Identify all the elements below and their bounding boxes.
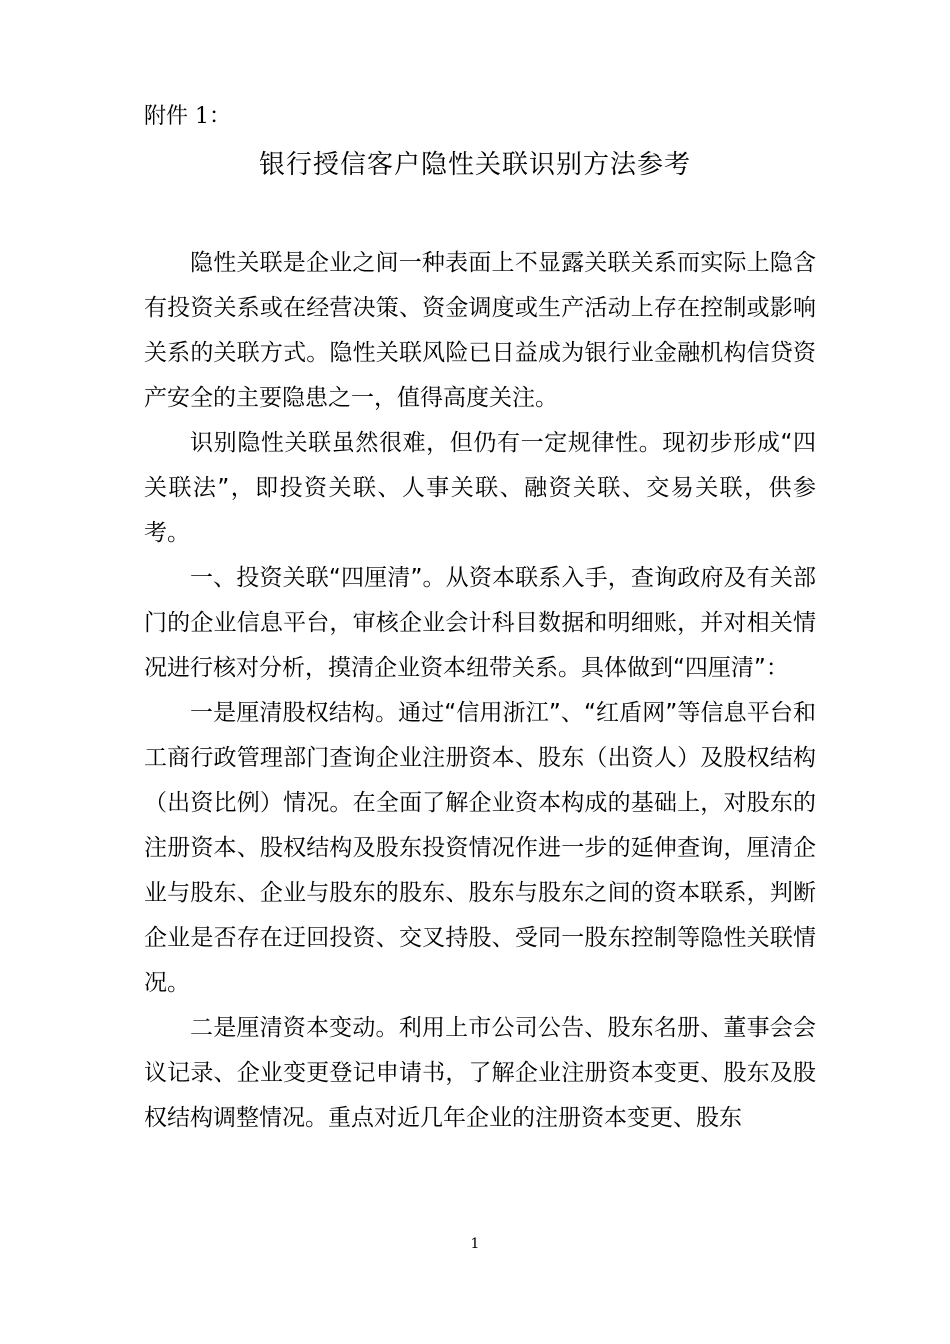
paragraph-equity-structure: 一是厘清股权结构。通过“信用浙江”、“红盾网”等信息平台和工商行政管理部门查询企业注册资本、股东（出资人）及股权结构（出资比例）情况。在全面了解企业资本构成的基础上，对股东的注册资本、股权结构及股东投资情况作进一步的延伸查询，厘清企业与股东、企业与股东的股东、股东与股东之间的资本联系，判断企业是否存在迂回投资、交叉持股、受同一股东控制等隐性关联情况。: [144, 700, 816, 996]
paragraph-investment-association: 一、投资关联“四厘清”。从资本联系入手，查询政府及有关部门的企业信息平台，审核企业会计科目数据和明细账，并对相关情况进行核对分析，摸清企业资本纽带关系。具体做到“四厘清”：: [144, 565, 816, 681]
paragraph-four-methods: 识别隐性关联虽然很难，但仍有一定规律性。现初步形成“四关联法”，即投资关联、人事关联、融资关联、交易关联，供参考。: [144, 430, 816, 546]
document-body: [144, 241, 816, 1141]
document-title: 银行授信客户隐性关联识别方法参考: [258, 150, 691, 180]
paragraph-capital-changes: 二是厘清资本变动。利用上市公司公告、股东名册、董事会会议记录、企业变更登记申请书，了解企业注册资本变更、股东及股权结构调整情况。重点对近几年企业的注册资本变更、股东: [144, 1015, 816, 1131]
paragraph-intro: 隐性关联是企业之间一种表面上不显露关联关系而实际上隐含有投资关系或在经营决策、资金调度或生产活动上存在控制或影响关系的关联方式。隐性关联风险已日益成为银行业金融机构信贷资产安全的主要隐患之一，值得高度关注。: [144, 250, 816, 411]
page-number: 1: [470, 1236, 480, 1252]
attachment-label: 附件 1：: [144, 104, 231, 129]
